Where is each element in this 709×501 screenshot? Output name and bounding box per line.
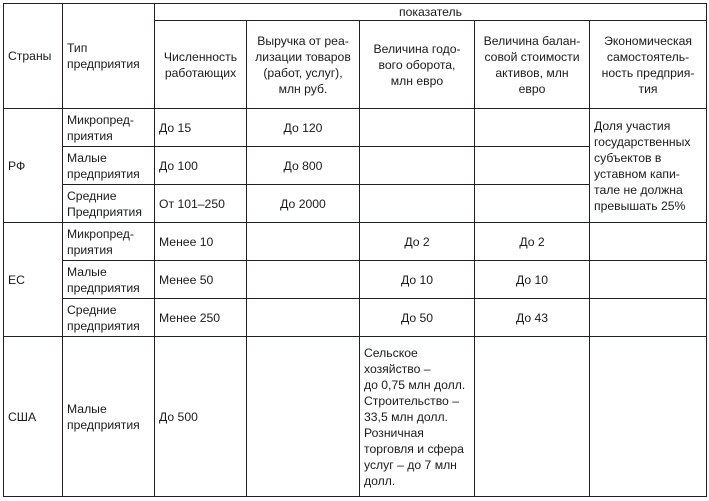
cell-rf-independence-note: Доля участия государственных субъектов в уставном капи- тале не должна превышать 25% (590, 109, 707, 223)
cell-employees: Менее 50 (155, 261, 247, 299)
header-employees: Численность работающих (155, 21, 247, 109)
header-independence: Экономическая самостоятель- ность предприя- тия (590, 21, 707, 109)
cell-type: Микропред- приятия (63, 223, 155, 261)
cell-type: Малые предприятия (63, 261, 155, 299)
sme-criteria-table (3, 3, 707, 497)
country-rf: РФ (4, 109, 63, 223)
cell-employees: До 15 (155, 109, 247, 147)
cell-turnover: До 10 (360, 261, 475, 299)
header-annual-turnover: Величина годо- вого оборота, млн евро (360, 21, 475, 109)
cell-type: Микропред- приятия (63, 109, 155, 147)
header-country: Страны (4, 4, 63, 109)
header-assets: Величина балан- совой стоимости активов, млн евро (475, 21, 590, 109)
cell-employees: Менее 250 (155, 299, 247, 337)
header-indicator-group: показатель (155, 4, 707, 21)
table-row (4, 261, 707, 299)
cell-assets (475, 185, 590, 223)
header-enterprise-type: Тип предприятия (63, 4, 155, 109)
cell-turnover: До 2 (360, 223, 475, 261)
cell-turnover: До 50 (360, 299, 475, 337)
cell-employees: До 100 (155, 147, 247, 185)
country-usa: США (4, 337, 63, 497)
cell-revenue: До 2000 (247, 185, 360, 223)
cell-independence (590, 261, 707, 299)
cell-assets: До 2 (475, 223, 590, 261)
cell-independence (590, 223, 707, 261)
cell-type: Малые предприятия (63, 337, 155, 497)
cell-revenue (247, 261, 360, 299)
cell-type: Малые предприятия (63, 147, 155, 185)
cell-turnover (360, 147, 475, 185)
cell-revenue (247, 299, 360, 337)
cell-assets: До 43 (475, 299, 590, 337)
table-row (4, 299, 707, 337)
cell-revenue (247, 223, 360, 261)
table-row (4, 223, 707, 261)
cell-employees: Менее 10 (155, 223, 247, 261)
country-eu: ЕС (4, 223, 63, 337)
cell-assets (475, 337, 590, 497)
cell-turnover (360, 185, 475, 223)
cell-employees: До 500 (155, 337, 247, 497)
header-revenue: Выручка от реа- лизации товаров (работ, услуг), млн руб. (247, 21, 360, 109)
cell-type: Средние предприятия (63, 299, 155, 337)
table-row (4, 109, 707, 147)
table-row (4, 337, 707, 497)
cell-independence (590, 299, 707, 337)
cell-type: Средние Предприятия (63, 185, 155, 223)
cell-turnover (360, 109, 475, 147)
cell-independence (590, 337, 707, 497)
cell-assets (475, 109, 590, 147)
cell-revenue (247, 337, 360, 497)
cell-revenue: До 120 (247, 109, 360, 147)
cell-turnover: Сельское хозяйство – до 0,75 млн долл. Строительство – 33,5 млн долл. Розничная торговля и сфера услуг – до 7 млн долл. (360, 337, 475, 497)
cell-employees: От 101–250 (155, 185, 247, 223)
header-row-group (4, 4, 707, 21)
cell-assets (475, 147, 590, 185)
cell-assets: До 10 (475, 261, 590, 299)
cell-revenue: До 800 (247, 147, 360, 185)
